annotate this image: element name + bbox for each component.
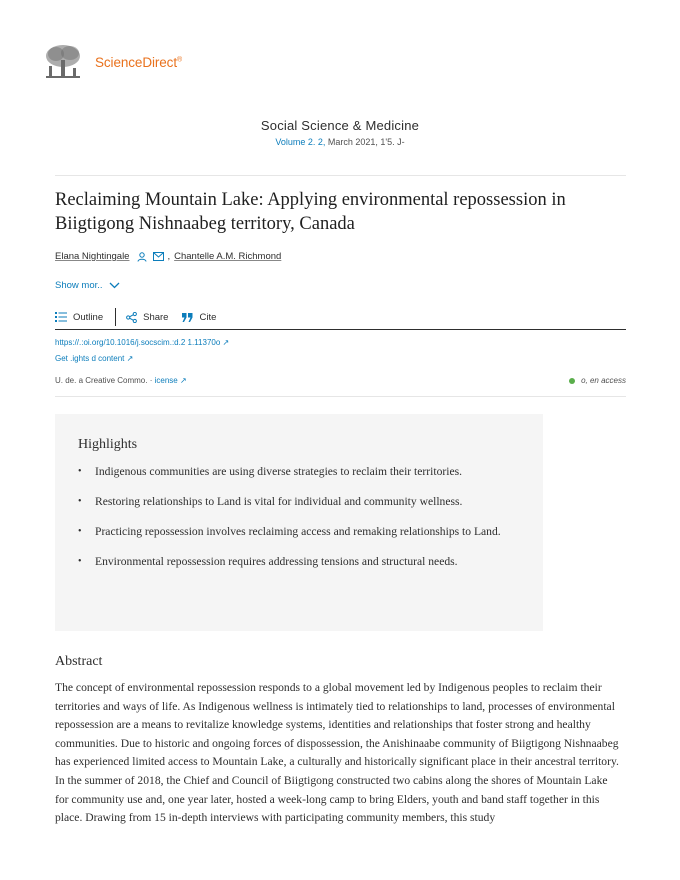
share-label: Share bbox=[143, 311, 169, 323]
highlight-item: • Environmental repossession requires addressing tensions and structural needs. bbox=[78, 553, 528, 572]
quote-icon bbox=[182, 313, 193, 322]
article-toolbar bbox=[55, 305, 626, 330]
outline-button[interactable] bbox=[55, 312, 103, 323]
journal-issue bbox=[0, 137, 680, 147]
brand-name: ScienceDirect® bbox=[95, 54, 183, 70]
cite-label: Cite bbox=[199, 311, 217, 323]
list-icon bbox=[55, 312, 67, 322]
person-icon[interactable] bbox=[137, 252, 147, 262]
highlight-item: • Restoring relationships to Land is vital for individual and community wellness. bbox=[78, 493, 528, 512]
article-title: Reclaiming Mountain Lake: Applying environmental repossession in Biigtigong Nishnaabeg territory, Canada bbox=[55, 190, 566, 234]
sciencedirect-logo[interactable] bbox=[43, 44, 182, 80]
cite-button[interactable] bbox=[182, 312, 216, 323]
journal-name[interactable]: Social Science & Medicine bbox=[260, 118, 420, 133]
license-link[interactable]: icense ↗ bbox=[154, 376, 187, 385]
email-icon[interactable] bbox=[153, 252, 164, 261]
open-access-dot-icon bbox=[569, 378, 575, 384]
highlights-list bbox=[78, 463, 528, 583]
show-more-label: Show mor.. bbox=[55, 280, 103, 291]
volume-link[interactable]: Volume 2. 2, bbox=[275, 137, 326, 147]
header-divider bbox=[55, 175, 626, 176]
author-list bbox=[55, 251, 281, 262]
chevron-down-icon bbox=[109, 282, 120, 289]
author-separator: , bbox=[167, 251, 171, 262]
highlights-title: Highlights bbox=[78, 437, 138, 452]
issue-details: March 2021, 1'5. J- bbox=[325, 137, 405, 147]
highlight-item: • Indigenous communities are using diverse strategies to reclaim their territories. bbox=[78, 463, 528, 482]
license-info: U. de. a Creative Commo. · icense ↗ bbox=[55, 376, 187, 385]
outline-label: Outline bbox=[73, 311, 104, 323]
toolbar-divider bbox=[115, 308, 116, 326]
share-button[interactable] bbox=[126, 312, 168, 323]
doi-link[interactable]: https://.:oi.org/10.1016/j.socscim.:d.2 1.11370o ↗ bbox=[55, 338, 230, 347]
share-icon bbox=[126, 312, 137, 323]
show-more-button[interactable] bbox=[55, 280, 120, 291]
elsevier-tree-icon bbox=[43, 44, 83, 80]
abstract-title: Abstract bbox=[55, 654, 103, 669]
author-link[interactable]: Chantelle A.M. Richmond bbox=[174, 251, 282, 262]
open-access-badge bbox=[569, 376, 626, 385]
open-access-label: o, en access bbox=[581, 376, 626, 385]
highlights-box bbox=[55, 414, 543, 631]
abstract-text: The concept of environmental repossession responds to a global movement led by Indigenous peoples to reclaim their territories and ways of life. As Indigenous wellness is intimately tied to relationships to land, processes of environmental repossession are a means to revitalize knowledge systems, identities and relationships that foster strong and healthy communities. Due to historic and ongoing forces of dispossession, the Anishinaabe community of Biigtigong Nishnaabeg has experienced limited access to Mountain Lake, a culturally and historically significant place in their ancestral territory. In the summer of 2018, the Chief and Council of Biigtigong constructed two cabins along the shores of Mountain Lake for community use and, one year later, hosted a week-long camp to bring Elders, youth and band staff together in this place. Drawing from 15 in-depth interviews with participating community members, this study bbox=[55, 681, 619, 825]
author-link[interactable]: Elana Nightingale bbox=[55, 251, 130, 262]
highlight-item: • Practicing repossession involves reclaiming access and remaking relationships to Land. bbox=[78, 523, 528, 542]
meta-divider bbox=[55, 396, 626, 397]
rights-link[interactable]: Get .ights d content ↗ bbox=[55, 354, 134, 363]
